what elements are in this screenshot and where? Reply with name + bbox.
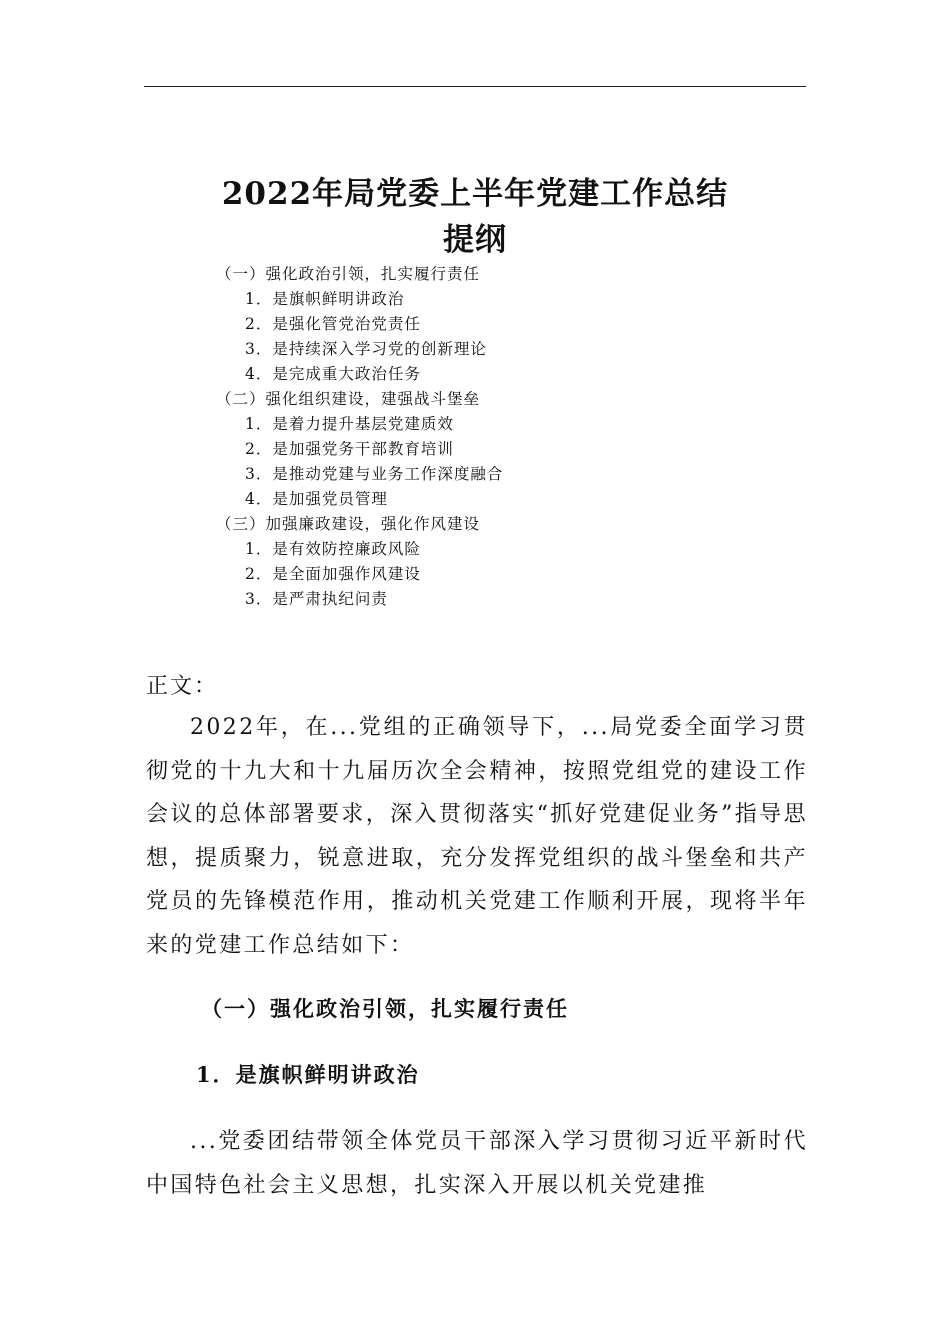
outline-heading: （二）强化组织建设，建强战斗堡垒 (216, 390, 481, 408)
document-title-line2: 提纲 (443, 222, 507, 258)
outline-item: 3．是推动党建与业务工作深度融合 (245, 465, 504, 483)
body-paragraph: ...党委团结带领全体党员干部深入学习贯彻习近平新时代中国特色社会主义思想，扎实深入开展以机关党建推 (146, 1129, 808, 1198)
outline-item: 2．是强化管党治党责任 (245, 315, 421, 333)
body-paragraph: 2022年，在...党组的正确领导下，...局党委全面学习贯彻党的十九大和十九届历次全会精神，按照党组党的建设工作会议的总体部署要求，深入贯彻落实“抓好党建促业务”指导思想，提质聚力，锐意进取，充分发挥党组织的战斗堡垒和共产党员的先锋模范作用，推动机关党建工作顺利开展，现将半年来的党建工作总结如下： (146, 715, 808, 958)
subsection-heading: 1．是旗帜鲜明讲政治 (196, 1062, 420, 1087)
outline-item: 4．是加强党员管理 (245, 490, 388, 508)
outline-item: 3．是持续深入学习党的创新理论 (245, 340, 487, 358)
outline-heading: （三）加强廉政建设，强化作风建设 (216, 515, 481, 533)
outline-item: 1．是着力提升基层党建质效 (245, 415, 454, 433)
document-title-line1: 2022年局党委上半年党建工作总结 (221, 176, 729, 212)
outline-item: 3．是严肃执纪问责 (245, 590, 388, 608)
outline-item: 1．是旗帜鲜明讲政治 (245, 290, 405, 308)
outline-item: 2．是全面加强作风建设 (245, 565, 421, 583)
outline-heading: （一）强化政治引领，扎实履行责任 (216, 265, 481, 283)
header-rule (144, 86, 806, 87)
outline-item: 4．是完成重大政治任务 (245, 365, 421, 383)
body-label: 正文： (146, 674, 219, 699)
section-heading: （一）强化政治引领，扎实履行责任 (201, 996, 569, 1021)
outline-item: 2．是加强党务干部教育培训 (245, 440, 454, 458)
outline-item: 1．是有效防控廉政风险 (245, 540, 421, 558)
